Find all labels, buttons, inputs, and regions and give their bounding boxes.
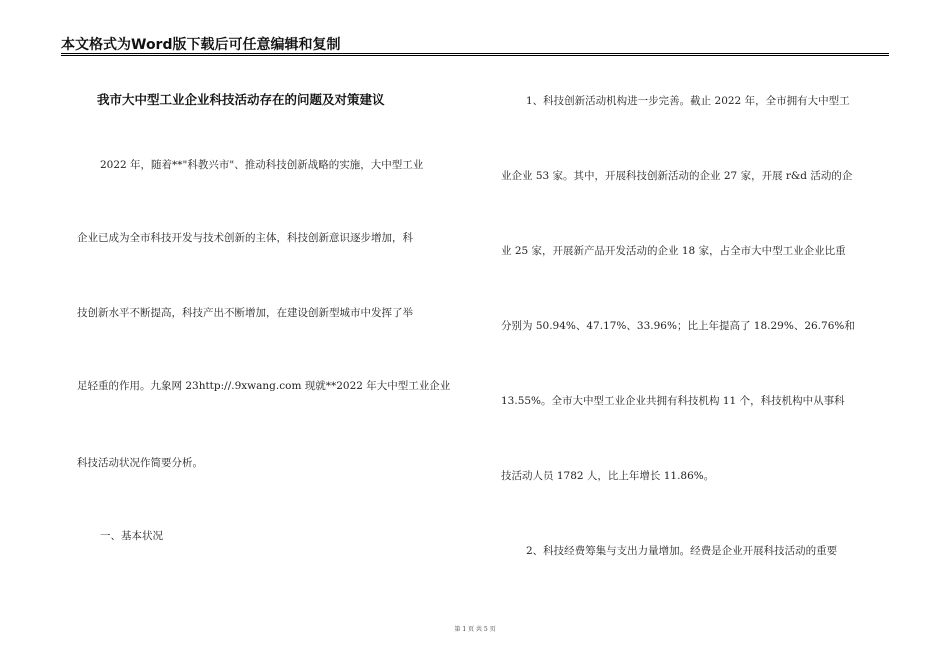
header-rule-secondary — [61, 55, 889, 56]
header-rule — [61, 53, 889, 54]
left-paragraph-line: 2022 年，随着**"科教兴市"、推动科技创新战略的实施，大中型工业 — [100, 159, 424, 171]
right-paragraph-line: 技活动人员 1782 人，比上年增长 11.86%。 — [501, 470, 715, 482]
right-paragraph-line: 13.55%。全市大中型工业企业共拥有科技机构 11 个，科技机构中从事科 — [501, 395, 845, 407]
left-paragraph-line: 企业已成为全市科技开发与技术创新的主体，科技创新意识逐步增加，科 — [77, 232, 413, 244]
left-paragraph-line: 技创新水平不断提高，科技产出不断增加，在建设创新型城市中发挥了举 — [77, 307, 413, 319]
section-heading: 一、基本状况 — [100, 530, 163, 542]
left-paragraph-line: 足轻重的作用。九象网 23http://.9xwang.com 现就**2022 年大中型工业企业 — [77, 380, 451, 392]
article-title: 我市大中型工业企业科技活动存在的问题及对策建议 — [97, 92, 385, 107]
right-paragraph-line: 2、科技经费筹集与支出力量增加。经费是企业开展科技活动的重要 — [526, 545, 838, 557]
page-number: 第 1 页 共 5 页 — [454, 626, 496, 633]
download-banner: 本文格式为Word版下载后可任意编辑和复制 — [61, 37, 341, 53]
right-paragraph-line: 分别为 50.94%、47.17%、33.96%；比上年提高了 18.29%、26.76%和 — [501, 320, 855, 332]
right-paragraph-line: 业 25 家，开展新产品开发活动的企业 18 家，占全市大中型工业企业比重 — [501, 245, 846, 257]
left-paragraph-line: 科技活动状况作简要分析。 — [77, 457, 203, 469]
right-paragraph-line: 业企业 53 家。其中，开展科技创新活动的企业 27 家，开展 r&d 活动的企 — [501, 170, 853, 182]
right-paragraph-line: 1、科技创新活动机构进一步完善。截止 2022 年，全市拥有大中型工 — [526, 95, 850, 107]
